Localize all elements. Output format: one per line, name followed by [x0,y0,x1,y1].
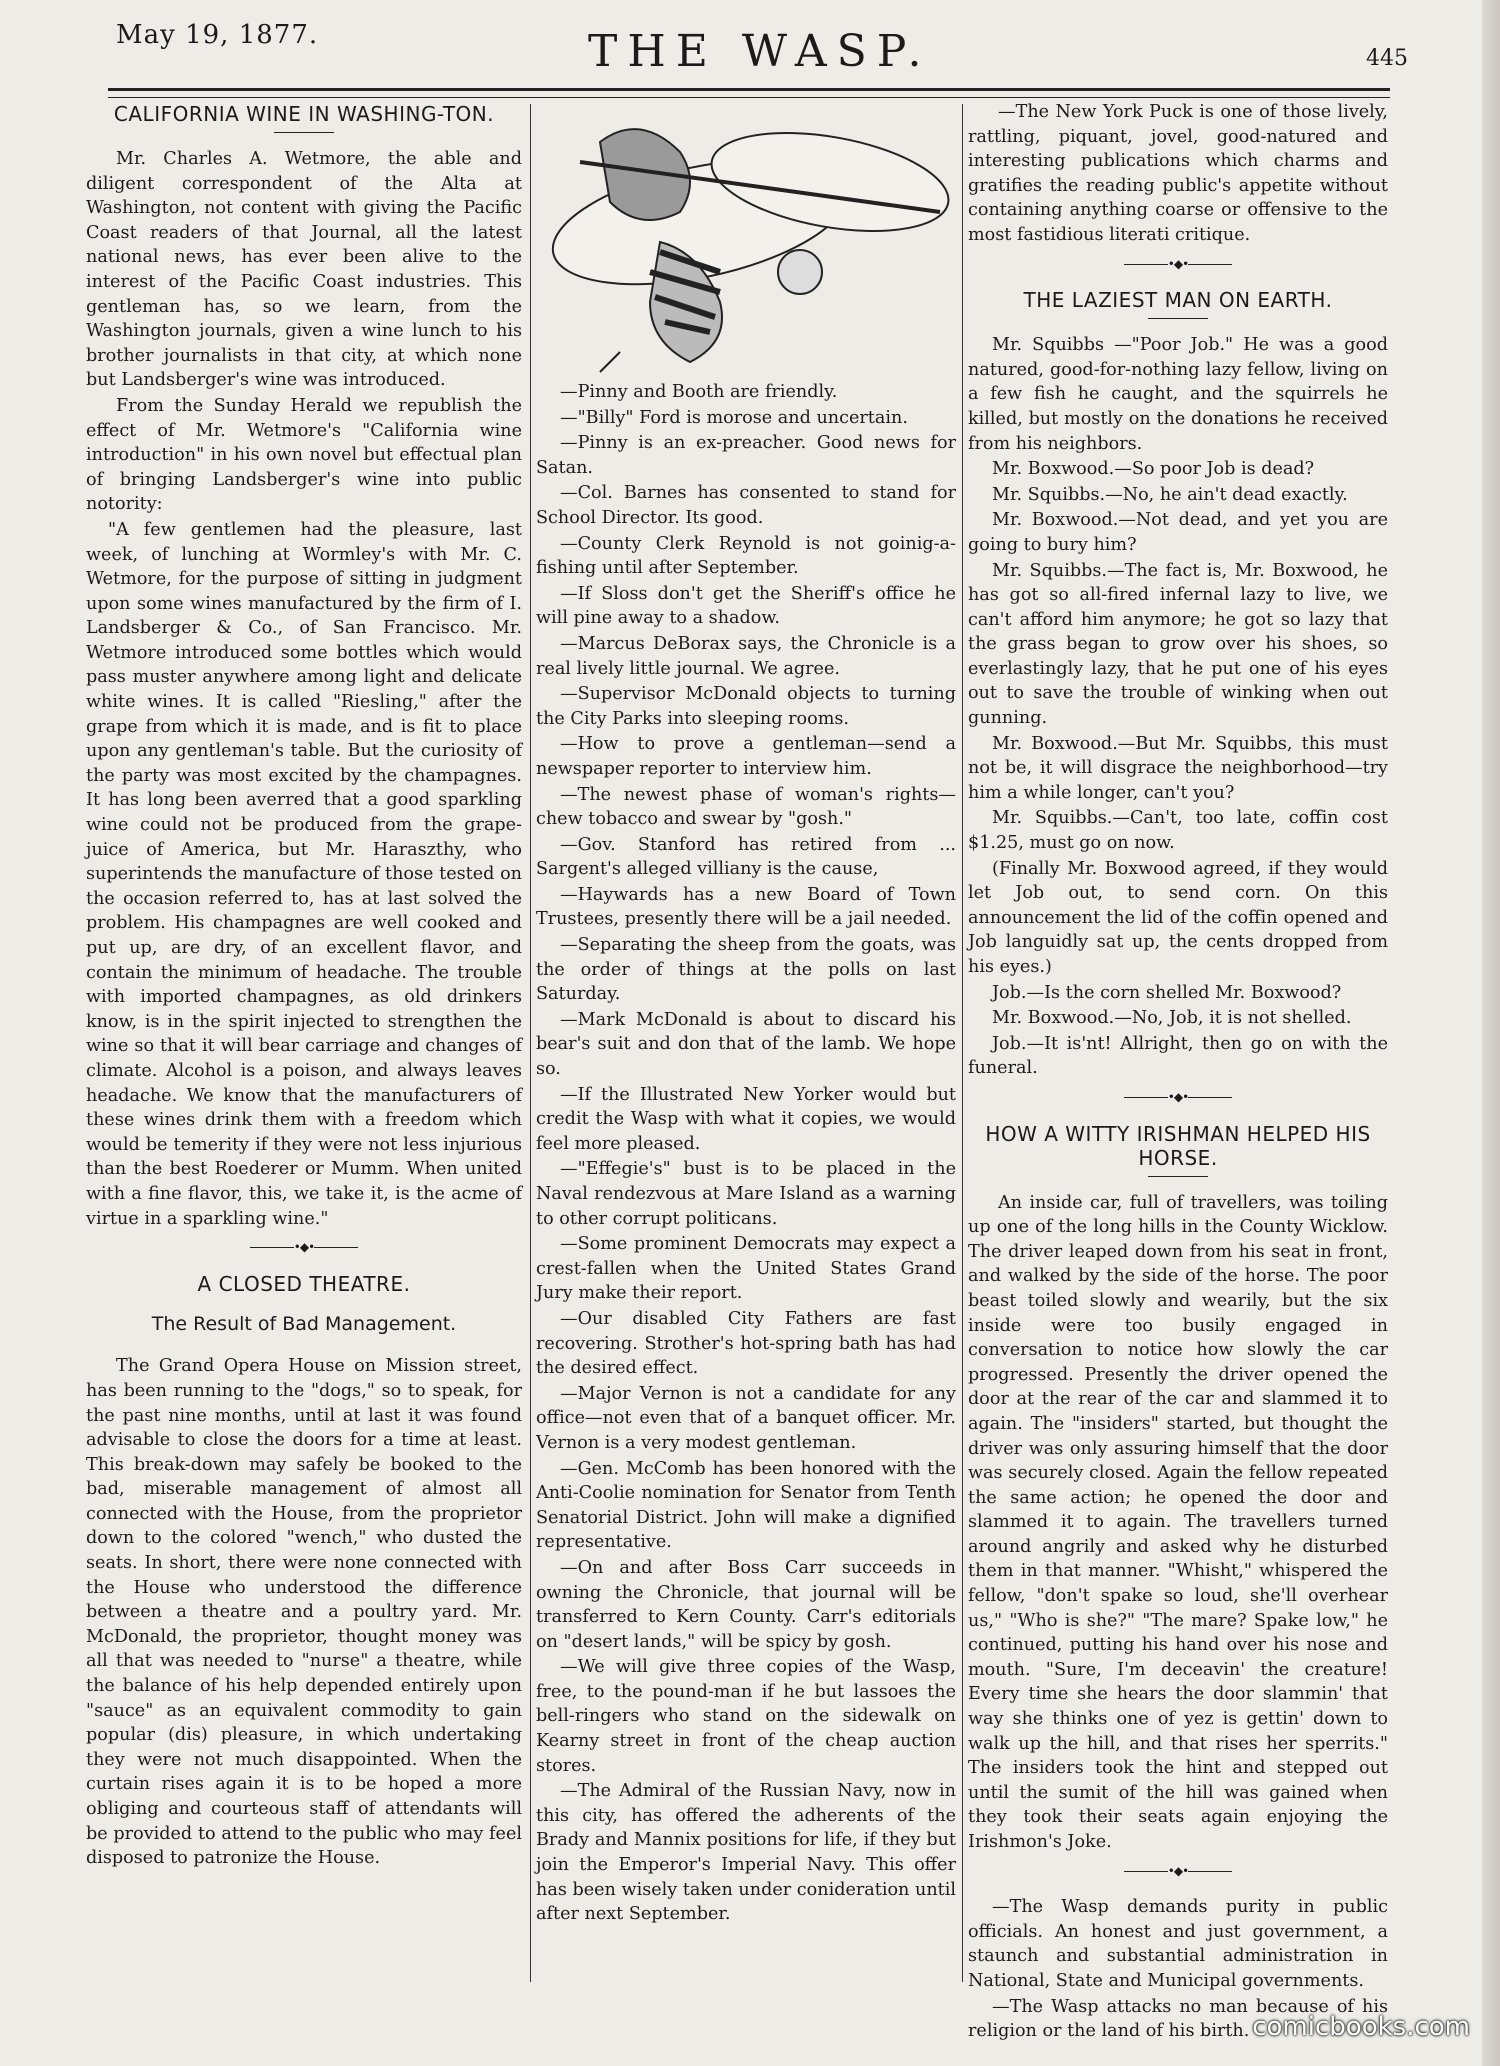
article-paragraph: An inside car, full of travellers, was toiling up one of the long hills in the County Wicklow. The driver leaped down from his seat in front, and walked by the side of the horse. The poor beast toiled slowly and wearily, but the six inside were too busily engaged in conversation to notice how slowly the car progressed. Presently the driver opened the door at the rear of the car and slammed it to again. The "insiders" started, but thought the driver was only assuring himself that the door was securely closed. Again the fellow repeated the same action; he opened the door and slammed it to again. The travellers turned around angrily and asked why he disturbed them in that manner. "Whisht," whispered the fellow, "don't spake so loud, she'll overhear us," "Who is she?" "The mare? Spake low," he continued, putting his hand over his nose and mouth. "Sure, I'm deceavin' the creature! Every time she hears the door slammin' that way she thinks one of yez is gettin' down to walk up the hill, and that rises her sperrits." The insiders took the hint and stepped out until the sumit of the hill was gained when they took their seats again enjoying the Irishmon's Joke. [968,1192,1388,1852]
dialogue-line: Mr. Squibbs.—Can't, too late, coffin cost $1.25, must go on now. [968,808,1388,854]
news-item: —On and after Boss Carr succeeds in owning the Chronicle, that journal will be transferred to Kern County. Carr's editorials on "desert lands," will be spicy by gosh. [536,1557,956,1652]
ornament-divider: •◆• [968,1859,1388,1884]
news-item: —The newest phase of woman's rights—chew tobacco and swear by "gosh." [536,784,956,830]
headline-california-wine: CALIFORNIA WINE IN WASHING-TON. [113,102,495,126]
subheadline: The Result of Bad Management. [151,1312,457,1335]
news-item: —Marcus DeBorax says, the Chronicle is a real lively little journal. We agree. [536,633,956,679]
dialogue-line: Mr. Squibbs —"Poor Job." He was a good natured, good-for-nothing lazy fellow, living on a few fish he caught, and the squirrels he killed, but mostly on the donations he received from his neighbors. [968,335,1388,454]
column-2 [536,380,956,1980]
dialogue-line: Job.—Is the corn shelled Mr. Boxwood? [992,982,1342,1003]
divider [1148,318,1208,319]
news-item: —Pinny is an ex-preacher. Good news for Satan. [536,433,956,478]
divider [1148,1176,1208,1177]
news-item: —How to prove a gentleman—send a newspaper reporter to interview him. [536,734,956,779]
news-item: —If the Illustrated New Yorker would but credit the Wasp with what it copies, we would feel more pleased. [536,1084,956,1154]
wasp-rider-illustration [540,102,960,372]
news-item: —Gov. Stanford has retired from ... Sargent's alleged villiany is the cause, [536,834,956,880]
masthead-rule-thin [108,97,1390,98]
newspaper-title: THE WASP. [588,26,932,77]
news-item: —Major Vernon is not a candidate for any office—not even that of a banquet officer. Mr. Vernon is a very modest gentleman. [536,1383,956,1453]
divider [274,132,334,133]
headline-witty-irishman: HOW A WITTY IRISHMAN HELPED HIS HORSE. [985,1121,1371,1170]
dialogue-list [968,333,1388,1081]
news-item: —Mark McDonald is about to discard his bear's suit and don that of the lamb. We hope so. [536,1009,956,1080]
dialogue-line: Mr. Boxwood.—But Mr. Squibbs, this must not be, it will disgrace the neighborhood—try him a while longer, can't you? [968,733,1388,803]
ornament-divider: •◆• [86,1235,522,1260]
dialogue-line: Mr. Boxwood.—No, Job, it is not shelled. [992,1008,1352,1029]
headline-closed-theatre: A CLOSED THEATRE. [197,1271,411,1296]
dialogue-line: Mr. Boxwood.—Not dead, and yet you are going to bury him? [968,510,1388,555]
news-item: —Gen. McComb has been honored with the Anti-Coolie nomination for Senator from Tenth Senatorial District. John will make a dignified representative. [536,1458,956,1553]
headline-laziest-man: THE LAZIEST MAN ON EARTH. [1023,288,1333,313]
news-item: —The Admiral of the Russian Navy, now in this city, has offered the adherents of the Brady and Mannix positions for life, if they but join the Emperor's Imperial Navy. This offer has been wisely taken under conideration until after next September. [536,1781,956,1925]
ornament-divider: •◆• [968,252,1388,277]
news-item: —If Sloss don't get the Sheriff's office he will pine away to a shadow. [536,583,956,629]
article-paragraph: —The New York Puck is one of those lively, rattling, piquant, jovel, good-natured and interesting publications which charms and gratifies the reading public's appetite without containing anything coarse or offensive to the most fastidious literati critique. [968,102,1388,245]
news-item: —Supervisor McDonald objects to turning the City Parks into sleeping rooms. [536,684,956,729]
page-edge [1482,0,1500,2066]
news-item: —County Clerk Reynold is not goinig-a-fishing until after September. [536,533,956,579]
news-item: —"Effegie's" bust is to be placed in the Naval rendezvous at Mare Island as a warning to other corrupt politicans. [536,1159,956,1229]
news-item: —Some prominent Democrats may expect a crest-fallen when the United States Grand Jury make their report. [536,1234,956,1304]
news-item: —Haywards has a new Board of Town Trustees, presently there will be a jail needed. [536,884,956,930]
news-item: —Pinny and Booth are friendly. [560,382,838,402]
dialogue-line: Mr. Squibbs.—No, he ain't dead exactly. [992,484,1348,505]
article-paragraph: Mr. Charles A. Wetmore, the able and diligent correspondent of the Alta at Washington, not content with giving the Pacific Coast readers of that Journal, all the latest national news, has ever been alive to the interest of the Pacific Coast industries. This gentleman has, so we learn, from the Washington journals, given a wine lunch to his brother journalists in that city, at which none but Landsberger's wine was introduced. [86,149,522,391]
issue-date: May 19, 1877. [116,20,319,50]
article-paragraph: —The Wasp attacks no man because of his religion or the land of his birth. [968,1996,1388,2042]
column-divider [530,104,531,1982]
masthead [108,18,1408,78]
dialogue-line: Job.—It is'nt! Allright, then go on with the funeral. [968,1033,1388,1079]
dialogue-line: Mr. Squibbs.—The fact is, Mr. Boxwood, he has got so all-fired infernal lazy to live, we can't afford him anymore; he got so lazy that the grass began to grow over his shoes, so everlastingly lazy, that he put one of his eyes out to save the trouble of winking when out gunning. [968,560,1388,729]
column-1 [86,100,522,1980]
page-number: 445 [1366,46,1408,71]
dialogue-line: Mr. Boxwood.—So poor Job is dead? [992,459,1315,480]
article-paragraph: The Grand Opera House on Mission street, has been running to the "dogs," so to speak, for the past nine months, until at last it was found advisable to close the doors for a time at least. This break-down may safely be booked to the bad, miserable management of almost all connected with the House, from the proprietor down to the colored "wench," who dusted the seats. In short, there were none connected with the House who understood the difference between a theatre and a poultry yard. Mr. McDonald, the proprietor, thought money was all that was needed to "nurse" a theatre, while the balance of his help depended entirely upon "sauce" as an equivalent commodity to gain popular (dis) pleasure, in which undertaking they were not much disappointed. When the curtain rises again it is to be hoped a more obliging and courteous staff of attendants will be provided to attend to the public who may feel disposed to patronize the House. [86,1356,522,1869]
column-divider [962,104,963,1982]
ornament-divider: •◆• [968,1085,1388,1110]
watermark: comicbooks.com [1252,2012,1470,2042]
article-paragraph: —The Wasp demands purity in public officials. An honest and just government, a staunch and substantial administration in National, State and Municipal governments. [968,1897,1388,1991]
dialogue-line: (Finally Mr. Boxwood agreed, if they would let Job out, to send corn. On this announcement the lid of the coffin opened and Job languidly sat up, the cents dropped from his eyes.) [968,858,1388,977]
masthead-rule [108,88,1390,91]
article-paragraph: From the Sunday Herald we republish the effect of Mr. Wetmore's "California wine introduction" in his own novel but effectual plan of bringing Landsberger's wine into public notority: [86,395,522,515]
news-items-list [536,380,956,1927]
news-item: —Our disabled City Fathers are fast recovering. Strother's hot-spring bath has had the desired effect. [536,1308,956,1379]
news-item: —"Billy" Ford is morose and uncertain. [560,407,908,428]
article-quote: "A few gentlemen had the pleasure, last week, of lunching at Wormley's with Mr. C. Wetmore, for the purpose of sitting in judgment upon some wines manufactured by the firm of I. Landsberger & Co., of San Francisco. Mr. Wetmore introduced some bottles which would pass muster anywhere among light and delicate white wines. It is called "Riesling," after the grape from which it is made, and is fit to place upon any gentleman's table. But the curiosity of the party was most excited by the champagnes. It has long been averred that a good sparkling wine could not be produced from the grape-juice of America, but Mr. Haraszthy, who superintends the manufacture of those tested on the occasion referred to, has at last solved the problem. His champagnes are well cooked and put up, are dry, of an excellent flavor, and contain the minimum of headache. The trouble with imported champagnes, as old drinkers know, is in the spirit injected to strengthen the wine so that it will bear carriage and changes of climate. Alcohol is a poison, and always leaves headache. We know that the manufacturers of these wines drink them with a freedom which would be temerity if they were not less injurious than the best Roederer or Mumm. When united with a fine flavor, this, we take it, is the acme of virtue in a sparkling wine." [86,519,522,1229]
news-item: —Col. Barnes has consented to stand for School Director. Its good. [536,483,956,528]
news-item: —Separating the sheep from the goats, was the order of things at the polls on last Saturday. [536,935,956,1005]
news-item: —We will give three copies of the Wasp, free, to the pound-man if he but lassoes the bell-ringers who stand on the sidewalk on Kearny street in front of the cheap auction stores. [536,1657,956,1776]
